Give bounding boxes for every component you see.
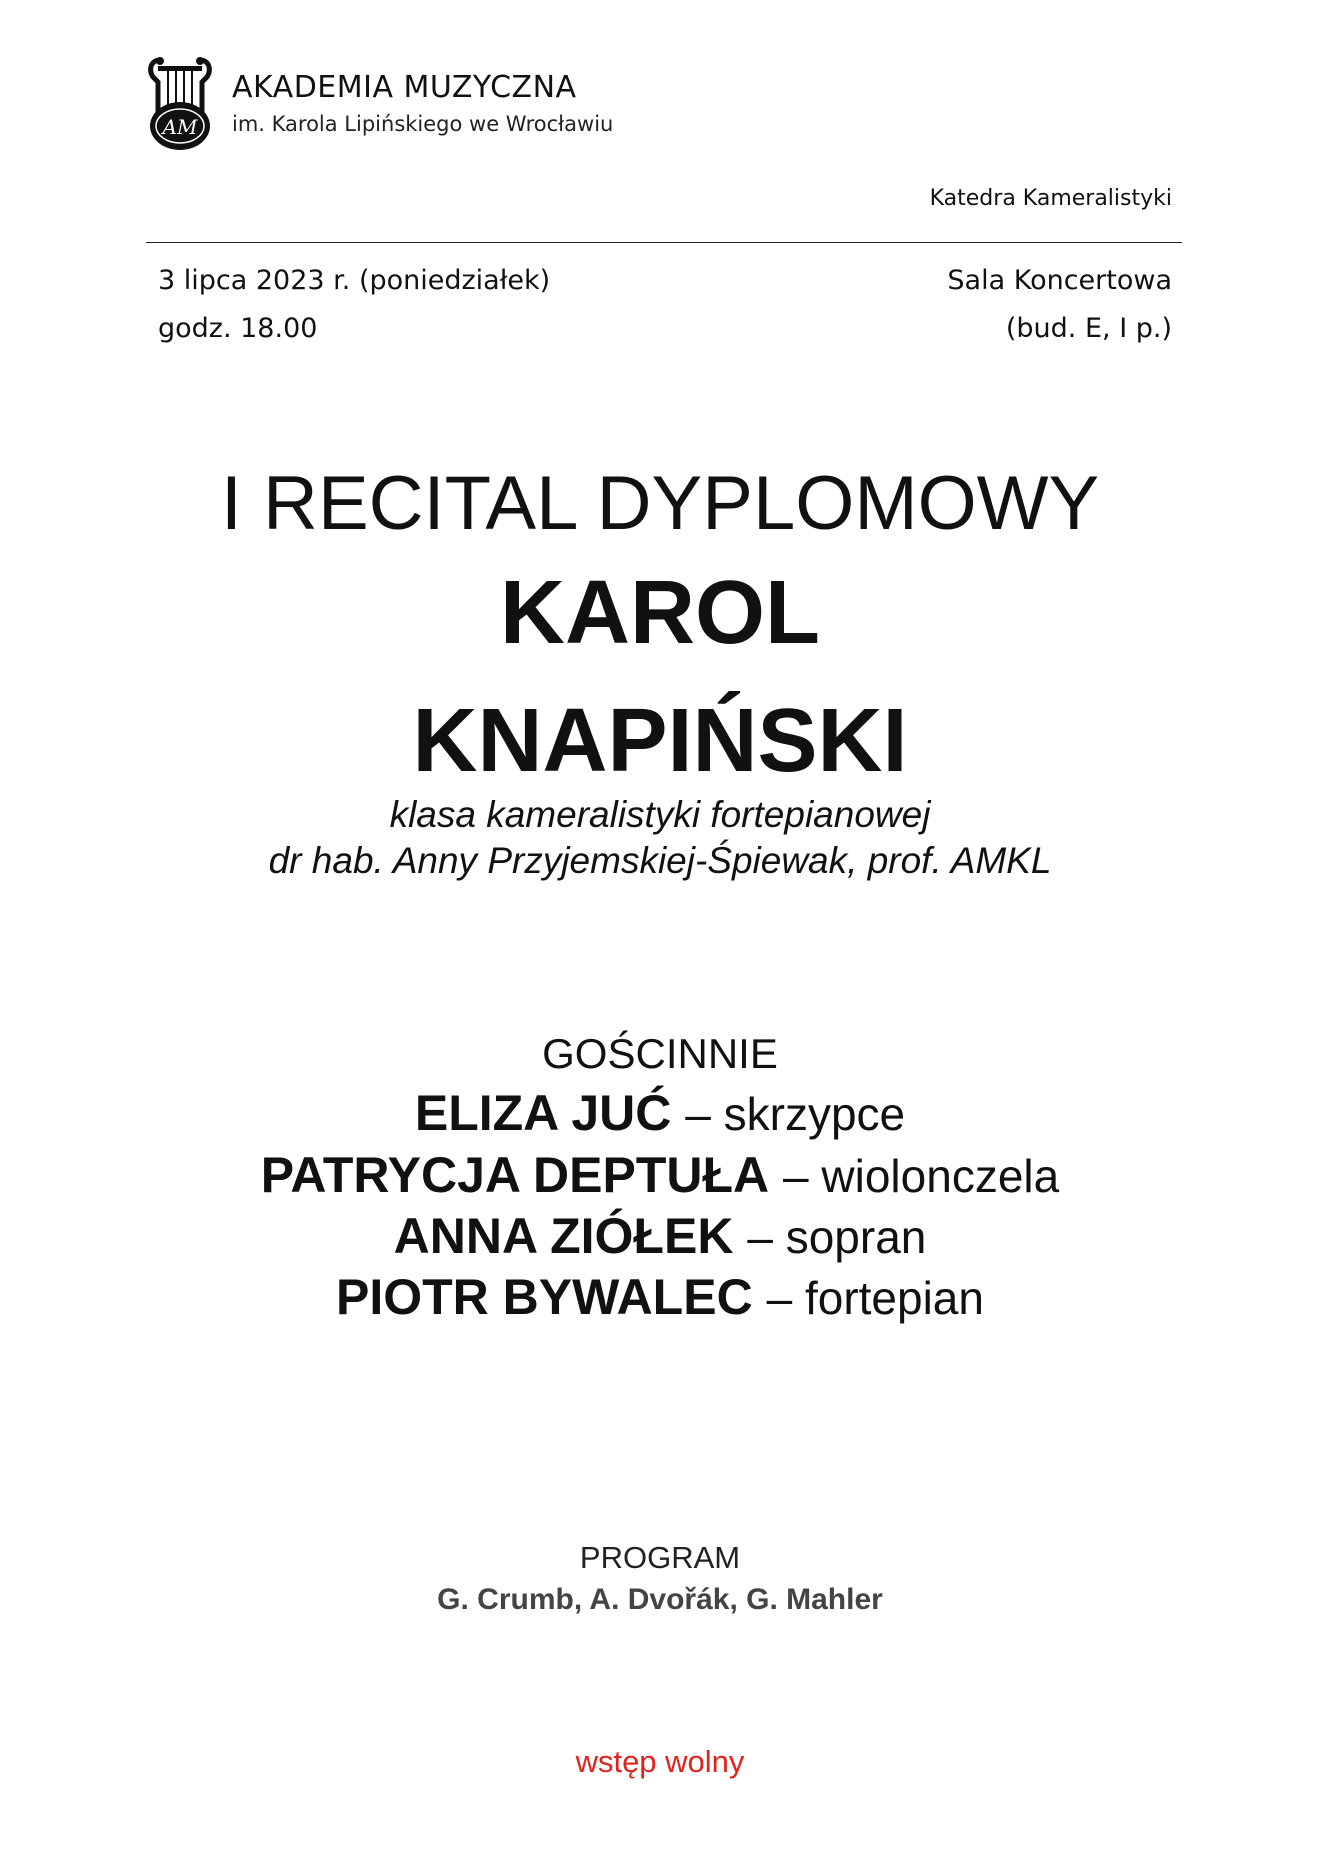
guest-role: – fortepian bbox=[766, 1272, 984, 1324]
guest-item bbox=[0, 1207, 1320, 1265]
event-date: 3 lipca 2023 r. (poniedziałek) bbox=[158, 265, 551, 296]
institution-name: AKADEMIA MUZYCZNA bbox=[232, 70, 577, 105]
svg-text:AM: AM bbox=[162, 115, 198, 139]
event-venue: Sala Koncertowa bbox=[947, 265, 1172, 296]
program-composers: G. Crumb, A. Dvořák, G. Mahler bbox=[437, 1583, 883, 1616]
guest-name: ELIZA JUĆ bbox=[414, 1085, 672, 1141]
guest-item bbox=[0, 1084, 1320, 1142]
guest-role: – sopran bbox=[747, 1211, 927, 1263]
guests-label: GOŚCINNIE bbox=[542, 1030, 778, 1077]
institution-subtitle: im. Karola Lipińskiego we Wrocławiu bbox=[232, 112, 614, 136]
guest-name: PIOTR BYWALEC bbox=[336, 1269, 753, 1325]
department-name: Katedra Kameralistyki bbox=[929, 186, 1172, 211]
event-time: godz. 18.00 bbox=[158, 313, 318, 344]
guest-item bbox=[0, 1268, 1320, 1326]
class-line-1: klasa kameralistyki fortepianowej bbox=[389, 794, 931, 835]
class-line-2: dr hab. Anny Przyjemskiej-Śpiewak, prof. AMKL bbox=[268, 840, 1052, 881]
lyre-icon bbox=[146, 52, 214, 152]
performer-last-name: KNAPIŃSKI bbox=[412, 691, 908, 791]
recital-title: I RECITAL DYPLOMOWY bbox=[220, 461, 1100, 546]
guest-name: ANNA ZIÓŁEK bbox=[393, 1208, 734, 1264]
program-label: PROGRAM bbox=[579, 1540, 741, 1575]
guest-name: PATRYCJA DEPTUŁA bbox=[260, 1147, 770, 1203]
guest-role: – skrzypce bbox=[685, 1088, 906, 1140]
entry-info: wstęp wolny bbox=[575, 1744, 745, 1779]
guest-item bbox=[0, 1146, 1320, 1204]
performer-first-name: KAROL bbox=[500, 563, 820, 663]
guest-role: – wiolonczela bbox=[783, 1150, 1060, 1202]
header-divider bbox=[146, 242, 1182, 243]
event-venue-detail: (bud. E, I p.) bbox=[1005, 313, 1172, 344]
